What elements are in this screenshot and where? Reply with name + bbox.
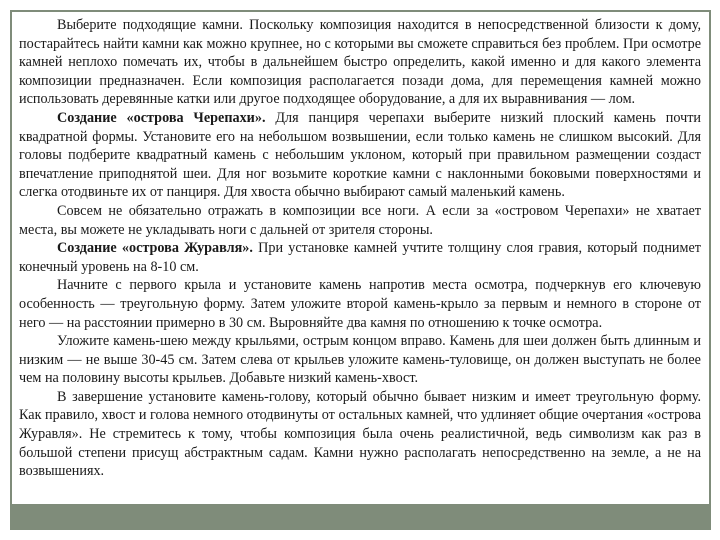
paragraph-3-text: Совсем не обязательно отражать в композиции все ноги. А если за «островом Черепахи» не хватает места, вы можете не укладывать ноги с дальней от зрителя стороны. bbox=[19, 202, 701, 238]
paragraph-6-text: Уложите камень-шею между крыльями, острым концом вправо. Камень для шеи должен быть длинным и низким — не выше 30-45 см. Затем слева от крыльев уложите камень-туловище, он должен выступать не более чем на половину высоты крыльев. Добавьте низкий камень-хвост. bbox=[19, 333, 701, 387]
paragraph-4-text: При установке камней учтите толщину слоя гравия, который поднимет конечный уровень на 8-10 см. bbox=[19, 240, 701, 275]
paragraph-2-heading: Создание «острова Черепахи». bbox=[57, 109, 266, 126]
paragraph-5 bbox=[19, 276, 701, 332]
paragraph-4-heading: Создание «острова Журавля». bbox=[57, 240, 253, 257]
document-page bbox=[12, 12, 709, 504]
paragraph-5-text: Начните с первого крыла и установите камень напротив места осмотра, подчеркнув его ключевую особенность — треугольную форму. Затем уложите второй камень-крыло за первым и немного в стороне от него — на расстоянии примерно в 30 см. Выровняйте два камня по отношению к точке осмотра. bbox=[19, 277, 701, 331]
paragraph-7 bbox=[19, 388, 701, 481]
paragraph-3 bbox=[19, 202, 701, 239]
paragraph-1 bbox=[19, 16, 701, 109]
paragraph-6 bbox=[19, 332, 701, 388]
paragraph-2-text: Для панциря черепахи выберите низкий плоский камень почти квадратной формы. Установите его на небольшом возвышении, если только камень не слишком высокий. Для головы подберите квадратный камень с небольшим уклоном, который при правильном размещении создаст впечатление приподнятой шеи. Для ног возьмите короткие камни с наклонными боковыми поверхностями и слегка отодвиньте их от панциря. Для хвоста обычно выбирают самый маленький камень. bbox=[19, 109, 701, 201]
paragraph-2 bbox=[19, 109, 701, 202]
paragraph-7-text: В завершение установите камень-голову, который обычно бывает низким и имеет треугольную форму. Как правило, хвост и голова немного отодвинуты от остальных камней, что удлиняет общие очертания «острова Журавля». Не стремитесь к тому, чтобы композиция была очень реалистичной, ведь символизм как раз в большой степени присущ абстрактным садам. Камни нужно располагать непосредственно на земле, а не на возвышениях. bbox=[19, 388, 701, 480]
paragraph-4 bbox=[19, 239, 701, 276]
paragraph-1-text: Выберите подходящие камни. Поскольку композиция находится в непосредственной близости к дому, постарайтесь найти камни как можно крупнее, но с которыми вы сможете справиться без проблем. При осмотре камней неплохо помечать их, чтобы в дальнейшем быстро определить, какой именно и для какого элемента композиции предназначен. Если композиция располагается позади дома, для перемещения камней можно использовать деревянные катки или другое подходящее оборудование, а для их выравнивания — лом. bbox=[19, 17, 701, 108]
